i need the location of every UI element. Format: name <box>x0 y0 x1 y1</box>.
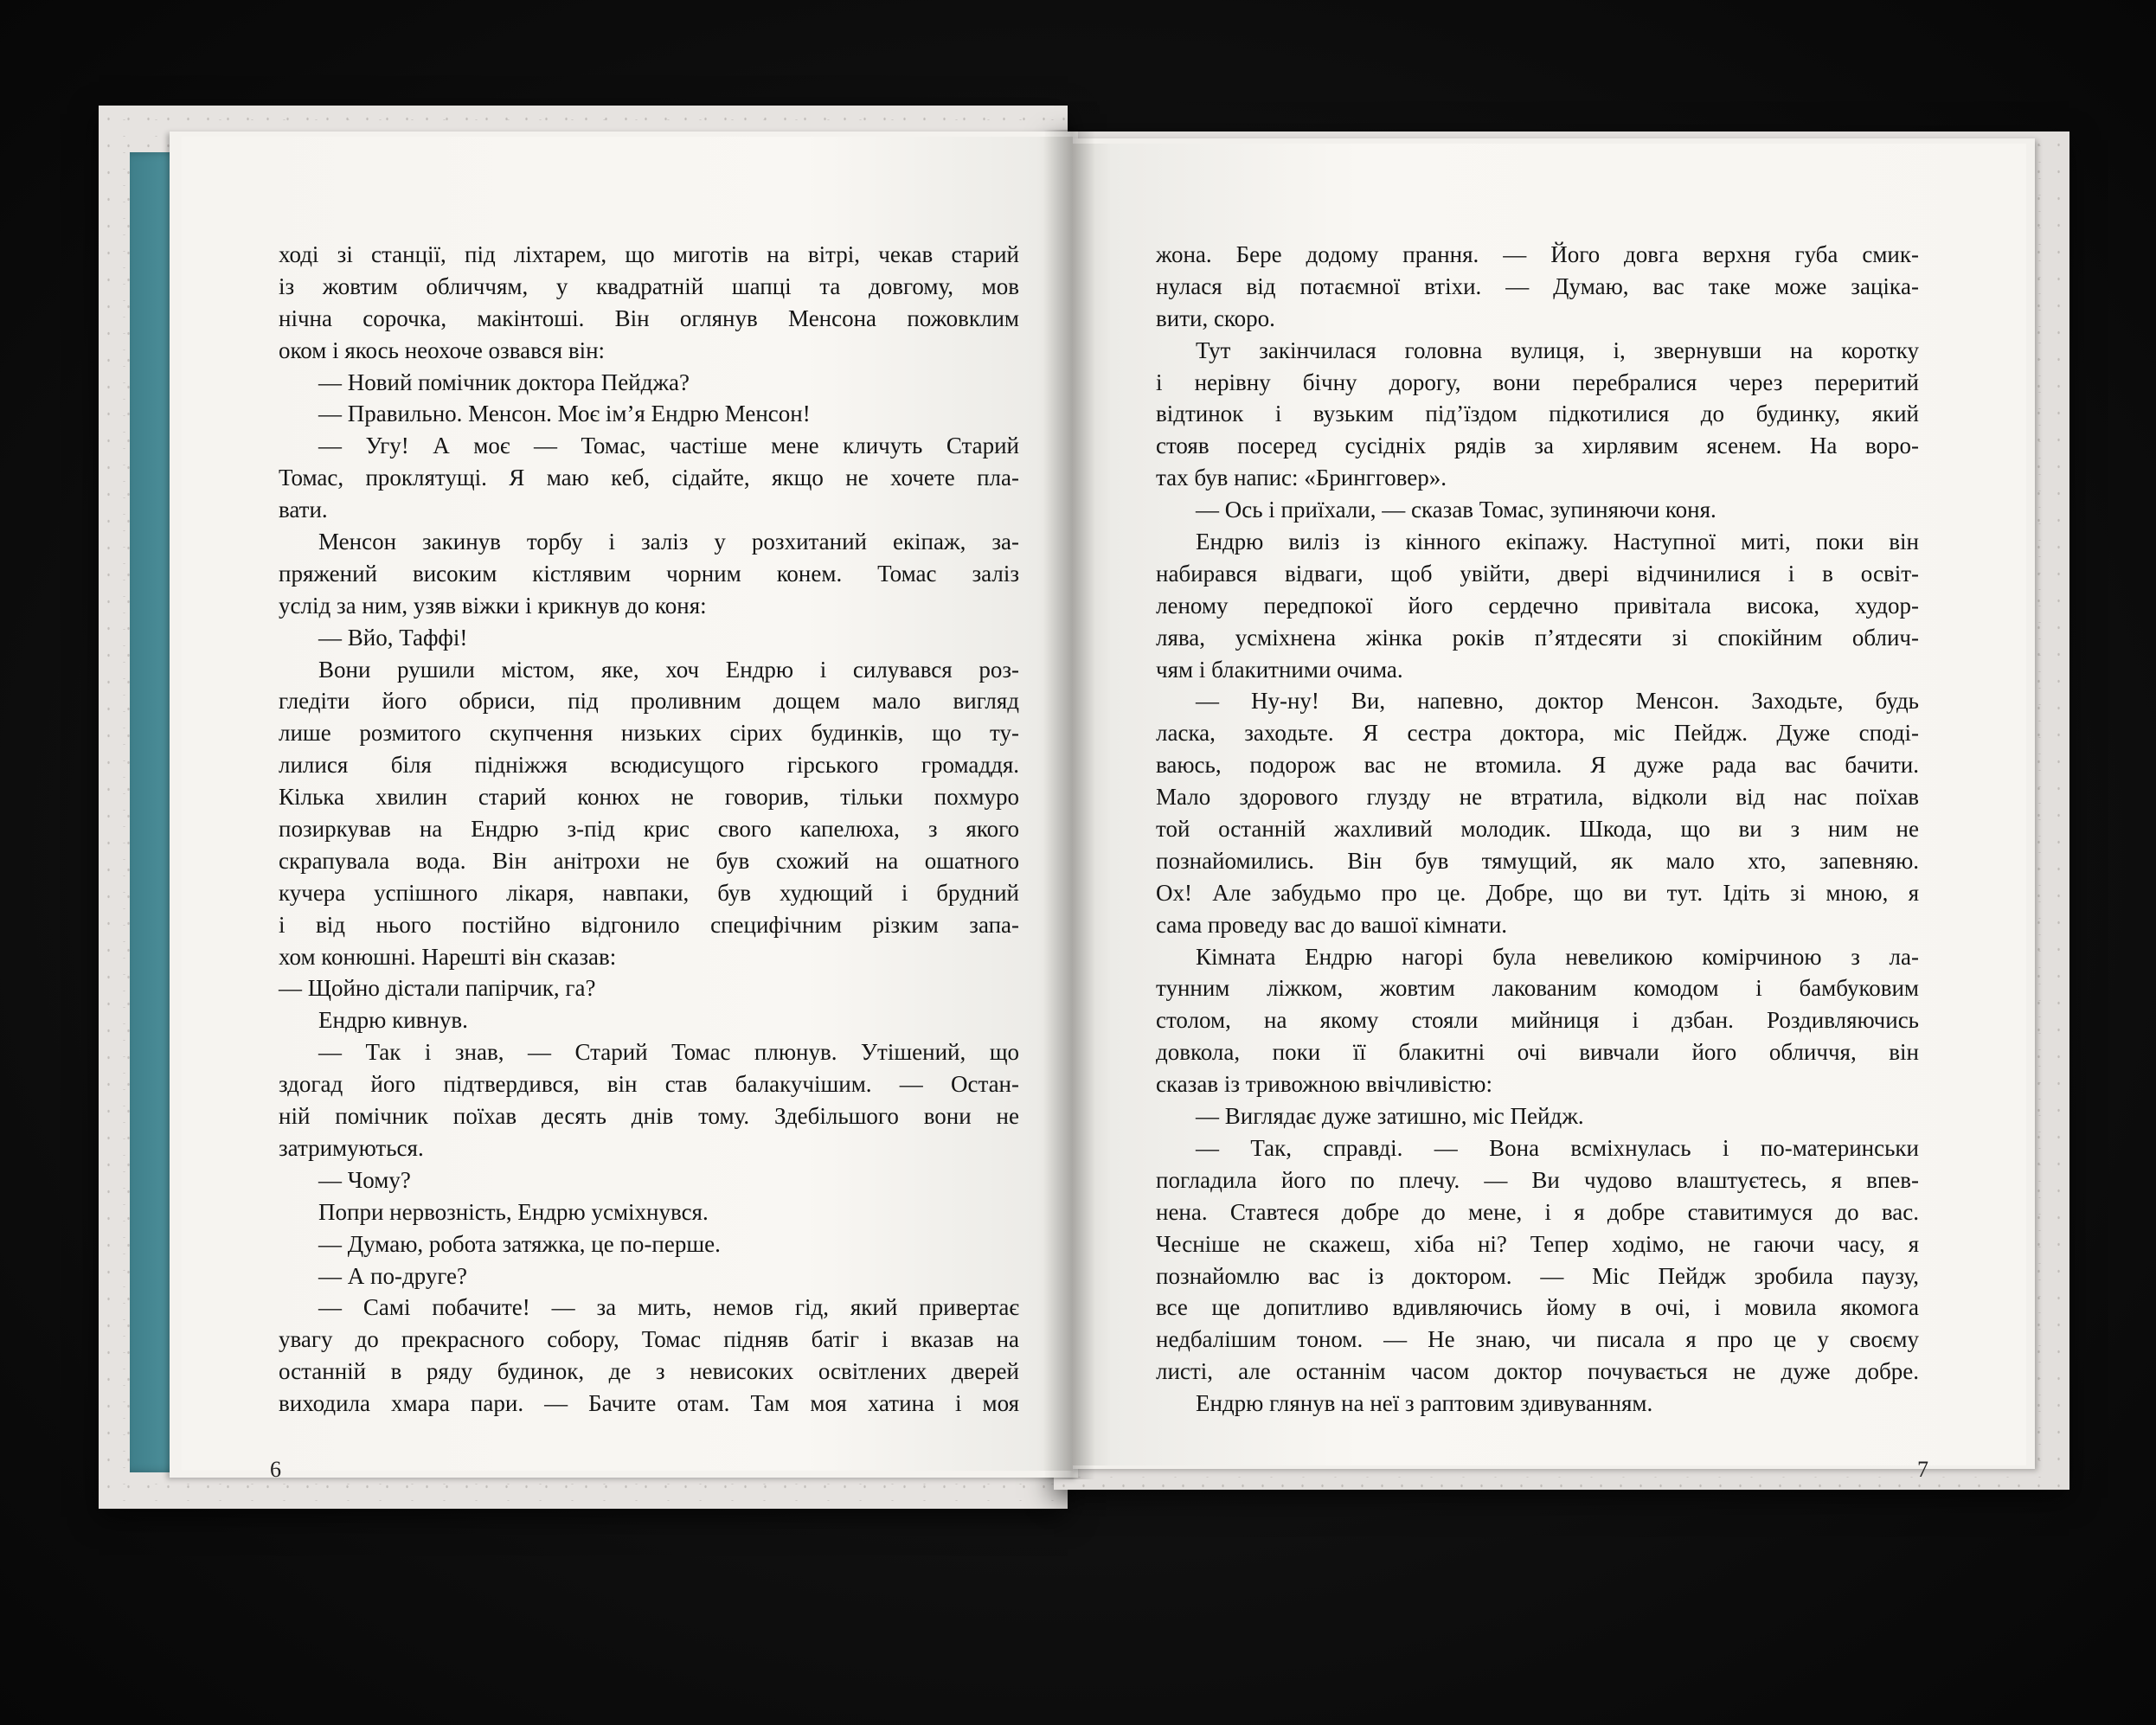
text-line: останній в ряду будинок, де з невисоких освітлених дверей <box>279 1358 1019 1385</box>
text-line: із жовтим обличчям, у квадратній шапці та довгому, мов <box>279 273 1019 299</box>
text-line: Кімната Ендрю нагорі була невеликою комірчиною з ла- <box>1196 943 1919 970</box>
text-line: — Так і знав, — Старий Томас плюнув. Утішений, що <box>318 1039 1019 1066</box>
page-number-left: 6 <box>270 1457 281 1482</box>
text-line: недбалішим тоном. — Не знаю, чи писала я про це у своєму <box>1156 1326 1919 1353</box>
text-line: жона. Бере додому прання. — Його довга верхня губа смик- <box>1156 241 1919 267</box>
text-line: чям і блакитними очима. <box>1156 656 1403 683</box>
text-line: столом, на якому стояли мийниця і дзбан. Роздивляючись <box>1156 1007 1919 1034</box>
text-line: скрапувала вода. Він анітрохи не був схожий на ошатного <box>279 847 1019 874</box>
text-line: лява, усміхнена жінка років п’ятдесяти зі спокійним облич- <box>1156 624 1919 651</box>
text-line: сама проведу вас до вашої кімнати. <box>1156 911 1508 938</box>
text-line: — Чому? <box>318 1166 411 1193</box>
text-line: вити, скоро. <box>1156 305 1275 331</box>
text-line: нена. Ставтеся добре до мене, і я добре ставитимуся до вас. <box>1156 1198 1919 1225</box>
text-line: Вони рушили містом, яке, хоч Ендрю і силувався роз- <box>318 656 1019 683</box>
text-line: ході зі станції, під ліхтарем, що миготів на вітрі, чекав старий <box>279 241 1019 267</box>
text-line: той останній жахливий молодик. Шкода, що ви з ним не <box>1156 816 1919 843</box>
page-number-right: 7 <box>1917 1457 1928 1482</box>
text-line: ній помічник поїхав десять днів тому. Здебільшого вони не <box>279 1103 1019 1130</box>
text-line: нічна сорочка, макінтоші. Він оглянув Менсона пожовклим <box>279 305 1019 331</box>
text-line: і від нього постійно відгонило специфічним різким запа- <box>279 911 1019 938</box>
text-line: Попри нервозність, Ендрю усміхнувся. <box>318 1198 709 1225</box>
text-line: Ендрю глянув на неї з раптовим здивуванням. <box>1196 1390 1653 1417</box>
text-line: леному передпокої його сердечно привітала висока, худор- <box>1156 592 1919 619</box>
text-line: вати. <box>279 497 328 523</box>
text-line: кучера успішного лікаря, навпаки, був худющий і брудний <box>279 879 1019 906</box>
text-line: — Ось і приїхали, — сказав Томас, зупиняючи коня. <box>1196 497 1716 523</box>
text-line: довкола, поки її блакитні очі вивчали його обличчя, він <box>1156 1039 1919 1066</box>
text-line: відтинок і вузьким під’їздом підкотилися до будинку, який <box>1156 401 1919 427</box>
text-line: Ендрю кивнув. <box>318 1007 468 1034</box>
text-line: — Щойно дістали папірчик, га? <box>279 975 596 1002</box>
text-line: познайомлю вас із доктором. — Міс Пейдж зробила паузу, <box>1156 1262 1919 1289</box>
text-line: Тут закінчилася головна вулиця, і, звернувши на коротку <box>1196 337 1919 363</box>
text-line: — Самі побачите! — за мить, немов гід, який привертає <box>318 1294 1019 1321</box>
text-line: Томас, проклятущі. Я маю кеб, сідайте, якщо не хочете пла- <box>279 465 1019 491</box>
text-line: затримуються. <box>279 1134 424 1161</box>
text-line: ласка, заходьте. Я сестра доктора, міс Пейдж. Дуже споді- <box>1156 720 1919 747</box>
text-line: погладила його по плечу. — Ви чудово влаштуєтесь, я впев- <box>1156 1166 1919 1193</box>
text-line: листі, але останнім часом доктор почувається не дуже добре. <box>1156 1358 1919 1385</box>
text-line: Ендрю виліз із кінного екіпажу. Наступної миті, поки він <box>1196 529 1919 555</box>
text-line: пряжений високим кістлявим чорним конем. Томас заліз <box>279 560 1019 587</box>
text-line: все ще допитливо вдивляючись йому в очі, і мовила якомога <box>1156 1294 1919 1321</box>
text-line: Чесніше не скажеш, хіба ні? Тепер ходімо, не гаючи часу, я <box>1156 1230 1919 1257</box>
text-line: лише розмитого скупчення низьких сірих будинків, що ту- <box>279 720 1019 747</box>
text-line: здогад його підтвердився, він став балакучішим. — Остан- <box>279 1071 1019 1098</box>
text-line: стояв посеред сусідніх рядів за хирлявим ясенем. На воро- <box>1156 433 1919 459</box>
text-line: тах був напис: «Брингговер». <box>1156 465 1447 491</box>
text-line: хом конюшні. Нарешті він сказав: <box>279 943 617 970</box>
text-line: — А по-друге? <box>318 1262 468 1289</box>
text-line: — Вйо, Таффі! <box>318 624 468 651</box>
text-line: — Новий помічник доктора Пейджа? <box>318 369 690 395</box>
text-line: Ох! Але забудьмо про це. Добре, що ви тут. Ідіть зі мною, я <box>1156 879 1919 906</box>
text-line: — Думаю, робота затяжка, це по-перше. <box>318 1230 721 1257</box>
text-line: — Угу! А моє — Томас, частіше мене кличуть Старий <box>318 433 1019 459</box>
text-line: ваюсь, подорож вас не втомила. Я дуже рада вас бачити. <box>1156 752 1919 779</box>
text-line: тунним ліжком, жовтим лакованим комодом і бамбуковим <box>1156 975 1919 1002</box>
right-page-text <box>1156 239 1919 1420</box>
text-line: — Правильно. Менсон. Моє ім’я Ендрю Менсон! <box>318 401 811 427</box>
text-line: услід за ним, узяв віжки і крикнув до коня: <box>279 592 707 619</box>
text-line: лилися біля підніжжя всюдисущого гірського громаддя. <box>279 752 1019 779</box>
text-line: і нерівну бічну дорогу, вони перебралися через переритий <box>1156 369 1919 395</box>
text-line: Мало здорового глузду не втратила, відколи від нас поїхав <box>1156 784 1919 811</box>
text-line: — Виглядає дуже затишно, міс Пейдж. <box>1196 1103 1584 1130</box>
text-line: виходила хмара пари. — Бачите отам. Там моя хатина і моя <box>279 1390 1019 1417</box>
text-line: гледіти його обриси, під проливним дощем мало вигляд <box>279 688 1019 715</box>
text-line: нулася від потаємної втіхи. — Думаю, вас таке може зацікa- <box>1156 273 1919 299</box>
text-line: Менсон закинув торбу і заліз у розхитаний екіпаж, за- <box>318 529 1019 555</box>
text-line: Кілька хвилин старий конюх не говорив, тільки похмуро <box>279 784 1019 811</box>
text-line: — Так, справді. — Вона всміхнулась і по-материнськи <box>1196 1134 1919 1161</box>
text-line: набирався відваги, щоб увійти, двері відчинилися і в освіт- <box>1156 560 1919 587</box>
text-line: оком і якось неохоче озвався він: <box>279 337 606 363</box>
text-line: сказав із тривожною ввічливістю: <box>1156 1071 1492 1098</box>
text-line: познайомились. Він був тямущий, як мало хто, запевняю. <box>1156 847 1919 874</box>
text-line: позиркував на Ендрю з-під крис свого капелюха, з якого <box>279 816 1019 843</box>
left-page-text <box>279 239 1019 1420</box>
text-line: — Ну-ну! Ви, напевно, доктор Менсон. Заходьте, будь <box>1196 688 1919 715</box>
text-line: увагу до прекрасного собору, Томас підняв батіг і вказав на <box>279 1326 1019 1353</box>
